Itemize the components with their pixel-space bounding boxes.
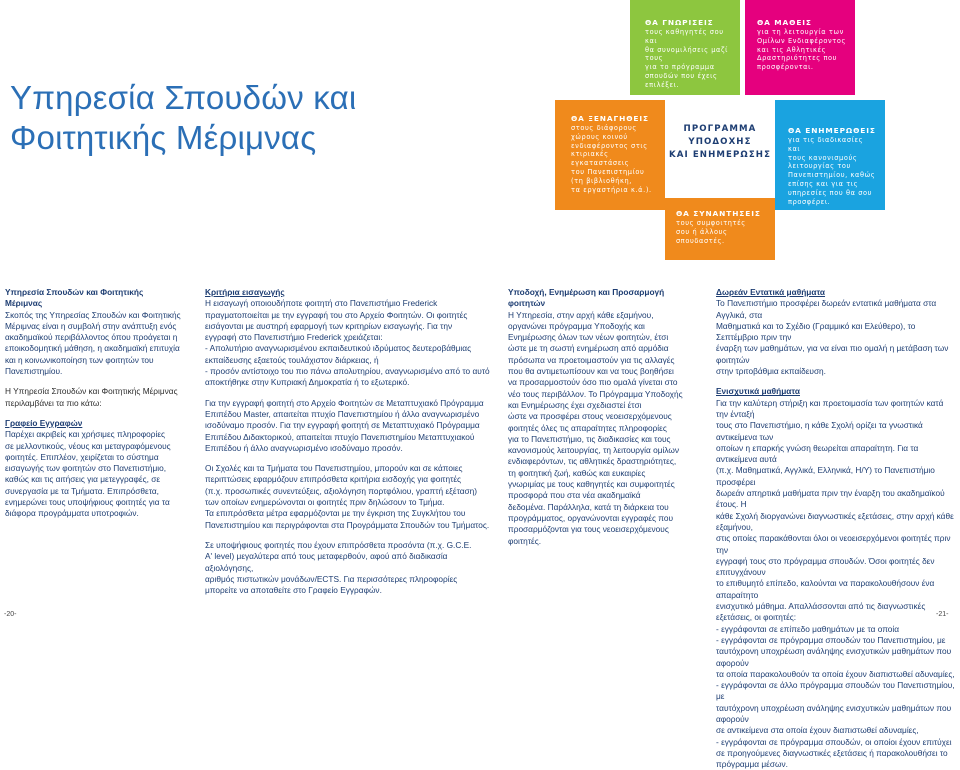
text-line: οργανώνει πρόγραμμα Υποδοχής και [508,320,645,331]
text-line: νέο τους περιβάλλον. Το Πρόγραμμα Υποδοχής [508,388,683,399]
text-line: για το Πανεπιστήμιο, τις διαδικασίες και τους [508,433,671,444]
text-line: αποκτήθηκε στην Κυπριακή Δημοκρατία ή το εξωτερικό. [205,377,410,388]
text-line: οποίων η επαρκής γνώση θεωρείται απαραίτητη. Για τα αντικείμενα αυτά [716,442,919,465]
text-line: Δραστηριότητες που [757,54,838,63]
text-line: φοιτητές όλες τις απαραίτητες πληροφορίες [508,422,667,433]
text-line: αριθμός πιστωτικών μονάδων/ECTS. Για περισσότερες πληροφορίες [205,573,458,584]
text-line: τα οποία παρακολουθούν τα οποία έχουν διαπιστωθεί αδυναμίες, [716,668,955,679]
text-line: υπηρεσίες που θα σου [788,188,873,197]
text-line: ακαδημαϊκού περιβάλλοντος όπου προάγεται η [5,332,178,343]
text-line: λειτουργίας του [788,162,851,171]
text-line: κτιριακές [571,150,609,159]
text-line: ενδιαφέροντος στις [571,141,648,150]
text-line: των οποίων ενημερώνονται οι φοιτητές πριν δηλώσουν το Τμήμα. [205,497,445,508]
text-line: - εγγράφονται σε πρόγραμμα σπουδών, οι οποίοι έχουν επιτύχει [716,736,952,747]
section-heading: Μέριμνας [5,298,43,309]
text-line: σε αντικείμενα στα οποία έχουν διαπιστωθεί αδυναμίες, [716,725,919,736]
text-line: Ομίλων Ενδιαφέροντος [757,36,846,45]
box-text [757,28,847,72]
text-line: (τη βιβλιοθήκη, [571,176,633,185]
text-line: εισάγονται με αυστηρή εφαρμογή των κριτηρίων εισαγωγής. Για την [205,320,453,331]
text-line: και τις Αθλητικές [757,45,827,54]
text-line: - εγγράφονται σε πρόγραμμα σπουδών του Πανεπιστημίου, με [716,634,946,645]
box-heading: ΘΑ ΞΕΝΑΓΗΘΕΙΣ [571,114,649,123]
text-line: Επιπέδου Master, απαιτείται πτυχίο Πανεπιστημίου ή άλλο αναγνωρισμένο [205,408,480,419]
text-line: - εγγράφονται σε επίπεδο μαθημάτων με τα οποία [716,623,900,634]
text-line: τους συμφοιτητές [676,219,746,227]
text-line: Οι Σχολές και τα Τμήματα του Πανεπιστημίου, μπορούν και σε κάποιες [205,463,463,474]
text-line: προγράμματος, οργανώνονται εγγραφές που [508,512,674,523]
page-number-right: -21- [936,611,949,618]
text-line: μπορείτε να αποταθείτε στο Γραφείο Εγγραφών. [205,585,382,596]
spacer [205,389,490,398]
text-line: κανονισμούς λειτουργίας, τη λειτουργία ομίλων [508,445,679,456]
text-line: για τη λειτουργία των [757,28,844,36]
text-line: ΠΡΟΓΡΑΜΜΑ [683,124,757,134]
box-text [676,219,767,245]
spacer [5,409,195,418]
text-line: Το Πανεπιστήμιο προσφέρει δωρεάν εντατικά μαθήματα στα Αγγλικά, στα [716,298,937,320]
box-heading: ΘΑ ΜΑΘΕΙΣ [757,18,812,27]
text-line: προσφορά που στα νέα ακαδημαϊκά [508,490,641,501]
text-line: Επιπέδου Διδακτορικού, απαιτείται πτυχίο Πανεπιστημίου Μεταπτυχιακού [205,431,475,442]
text-line: περιπτώσεις εφαρμόζουν επιπρόσθετα κριτήρια εισδοχής για φοιτητές [205,474,462,485]
column-student-services [5,287,195,520]
text-line: τους στο Πανεπιστήμιο, η κάθε Σχολή ορίζει τα γνωστικά αντικείμενα των [716,420,923,442]
text-line: εποικοδομητική μάθηση, η ακαδημαϊκή επιτυχία [5,343,180,354]
section-heading: Υπηρεσία Σπουδών και Φοιτητικής [5,287,144,297]
section-heading: Κριτήρια εισαγωγής [205,287,285,297]
text-line: Η Υπηρεσία, στην αρχή κάθε εξαμήνου, [508,309,654,320]
text-line: το επιθυμητό επίπεδο, καλούνται να παρακολουθήσουν ένα απαραίτητο [716,578,935,600]
text-line: προσφέρονται. [757,63,814,72]
text-line: Πανεπιστημίου. [5,366,63,377]
box-text [788,136,877,206]
box-heading: ΘΑ ΓΝΩΡΙΣΕΙΣ [645,18,714,27]
text-line: θα συνομιλήσεις μαζί τους [645,45,728,63]
text-line: που θα αντιμετωπίσουν και να τους βοηθήσει [508,366,674,377]
text-line: Μαθηματικά και το Σχέδιο (Γραμμικό και Ελεύθερο), το Σεπτέμβριο πριν την [716,320,916,343]
text-line: ώστε με τη σωστή ενημέρωση από αρμόδια [508,343,669,354]
spacer [205,531,490,540]
text-line: σε προηγούμενες διαγνωστικές εξετάσεις ή παρακολουθήσει το [716,747,948,758]
box-meet-students [665,198,775,260]
box-learn-clubs [745,0,855,95]
text-line: τους καθηγητές σου και [645,28,724,45]
text-line: εγγραφή τους στο πρόγραμμα σπουδών. Όσοι φοιτητές δεν επιτυγχάνουν [716,555,935,578]
text-line: ενημερώνει τους υποψήφιους φοιτητές για τα [5,497,170,508]
box-heading: ΘΑ ΣΥΝΑΝΤΗΣΕΙΣ [676,209,761,218]
text-line: Επιπέδου ή άλλο αναγνωρισμένο ισοδύναμο προσόν. [205,442,403,453]
spacer [205,454,490,463]
box-meet-professors [630,0,740,95]
text-line: και η κοινωνικοποίηση των φοιτητών του [5,354,154,365]
text-line: Ενημέρωσης όλων των νέων φοιτητών, έτσι [508,332,669,343]
section-heading: Γραφείο Εγγραφών [5,417,83,428]
text-line: συνεργασία με τα Τμήματα. Επιπρόσθετα, [5,485,159,496]
text-line: επιλέξει. [645,80,680,89]
box-text [571,124,657,194]
box-campus-tour [555,100,665,210]
spacer [716,377,956,386]
text-line: προσφέρει. [788,197,831,206]
column-orientation [508,287,703,547]
text-line: να προσαρμοστούν όσο πιο ομαλά γίνεται στο [508,377,678,388]
box-get-informed [775,100,885,210]
text-line: σπουδών που έχεις [645,71,718,80]
text-line: και Ενημέρωσης έχει σχεδιαστεί έτσι [508,399,642,410]
text-line: A' level) μεγαλύτερα από τους μεταφερθούν, αφού από διαδικασία αξιολόγησης, [205,551,448,573]
text-line: εξετάσεις, οι φοιτητές: [716,612,797,623]
box-heading: ΘΑ ΕΝΗΜΕΡΩΘΕΙΣ [788,126,876,135]
page-title: Υπηρεσία Σπουδών και Φοιτητικής Μέριμνας [10,79,357,156]
text-line: εισαγωγής των φοιτητών στο Πανεπιστήμιο, [5,463,167,474]
text-line: τους κανονισμούς [788,153,858,162]
column-admission-criteria [205,287,490,596]
column-courses [716,287,956,770]
text-line: Για την καλύτερη στήριξη και προετοιμασία των φοιτητών κατά την ένταξή [716,397,944,419]
text-line: για το πρόγραμμα [645,63,715,72]
text-line: (π.χ. προσωπικές συνεντεύξεις, αξιολόγηση πορτφόλιου, γραπτή εξέταση) [205,485,478,496]
text-line: σου ή άλλους [676,227,728,236]
section-heading: φοιτητών [508,298,546,309]
text-line: - Απολυτήριο αναγνωρισμένου εκπαιδευτικού ιδρύματος δευτεροβάθμιας [205,343,472,354]
text-line: Πανεπιστημίου, καθώς [788,171,876,180]
text-line: Η εισαγωγή οποιουδήποτε φοιτητή στο Πανεπιστήμιο Frederick [205,298,438,309]
text-line: εγγραφή στο Πανεπιστήμιο Frederick χρειάζεται: [205,332,383,343]
text-line: ταυτόχρονη υποχρέωση ανάληψης ενισχυτικών μαθημάτων που αφορούν [716,646,952,668]
text-line: Τα επιπρόσθετα μέτρα εφαρμόζονται με την έγκριση της Συγκλήτου του [205,508,466,519]
text-line: σπουδαστές. [676,236,725,245]
text-line: σε μελλοντικούς, νέους και μεταγραφόμενους [5,440,171,451]
text-line: ΥΠΟΔΟΧΗΣ [688,137,752,147]
text-line: έναρξη των μαθημάτων, για να είναι πιο ομαλή η μετάβαση των φοιτητών [716,343,949,365]
text-line: καθώς και τις αιτήσεις για μετεγγραφές, σε [5,474,161,485]
text-line: δωρεάν απηρτικά μαθήματα πριν την έναρξη του ακαδημαϊκού έτους. Η [716,488,945,510]
text-line: Η Υπηρεσία Σπουδών και Φοιτητικής Μέριμνας [5,386,178,397]
text-line: (π.χ. Μαθηματικά, Αγγλικά, Ελληνικά, Η/Υ) το Πανεπιστήμιο προσφέρει [716,465,935,487]
text-line: ενδιαφερόντων, τις αθλητικές δραστηριότητες, [508,456,677,467]
text-line: Σκοπός της Υπηρεσίας Σπουδών και Φοιτητικής [5,309,181,320]
text-line: πρόσωπα να προετοιμαστούν για τις αλλαγές [508,354,675,365]
text-line: διάφορα προγράμματα υποτροφιών. [5,508,139,519]
text-line: - προσόν αντίστοιχο του πιο πάνω απολυτηρίου, αναγνωρισμένο από το αυτό [205,366,490,377]
text-line: Πανεπιστημίου και περιγράφονται στα Προγράμματα Σπουδών του Τμήματος. [205,519,490,530]
text-line: τα εργαστήρια κ.ά.). [571,185,652,194]
spacer [5,377,195,386]
text-line: κάθε Σχολή διοργανώνει διαγνωστικές εξετάσεις, στην αρχή κάθε εξαμήνου, [716,510,954,532]
text-line: Σε υποψήφιους φοιτητές που έχουν επιπρόσθετα προσόντα (π.χ. G.C.E. [205,539,472,550]
text-line: Μέριμνας είναι η συμβολή στην ανάπτυξη ενός [5,320,177,331]
text-line: - εγγράφονται σε άλλο πρόγραμμα σπουδών του Πανεπιστημίου, με [716,680,955,702]
text-line: ώστε να προσφέρει στους νεοεισερχόμενους [508,411,672,422]
text-line: τη φοιτητική ζωή, καθώς και ευκαιρίες [508,467,646,478]
text-line: εγκαταστάσεις [571,159,630,168]
text-line: στις οποίες παρακάθονται όλοι οι νεοεισερχόμενοι φοιτητές πριν την [716,533,951,555]
text-line: χώρους κοινού [571,132,628,141]
text-line: ΚΑΙ ΕΝΗΜΕΡΩΣΗΣ [668,150,772,160]
section-heading: Ενισχυτικά μαθήματα [716,386,800,397]
text-line: στην τριτοβάθμια εκπαίδευση. [716,366,826,377]
text-line: εκπαίδευσης εξαετούς τουλάχιστον διάρκειας, ή [205,354,379,365]
text-line: φοιτητές. Επιπλέον, χειρίζεται το σύστημα [5,451,159,462]
text-line: στους διάφορους [571,124,637,132]
text-line: περιλαμβάνει τα πιο κάτω: [5,397,102,408]
text-line: πραγματοποιείται με την εγγραφή του στο Αρχείο Φοιτητών. Οι φοιτητές [205,309,468,320]
text-line: Για την εγγραφή φοιτητή στο Αρχείο Φοιτητών σε Μεταπτυχιακό Πρόγραμμα [205,397,484,408]
text-line: προσαρμόζονται για τους νεοεισερχόμενους φοιτητές. [508,524,669,546]
text-line: του Πανεπιστημίου [571,167,645,176]
text-line: επίσης και για τις [788,179,859,188]
text-line: ενισχυτικό μάθημα. Απαλλάσσονται από τις διαγνωστικές [716,601,926,612]
text-line: ταυτόχρονη υποχρέωση ανάληψης ενισχυτικών μαθημάτων που αφορούν [716,702,952,724]
program-center-title [665,100,775,198]
text-line: γνωριμίας με τους καθηγητές και συμφοιτητές [508,479,675,490]
box-text [645,28,732,90]
page-number-left: -20- [4,611,17,618]
section-heading: Υποδοχή, Ενημέρωση και Προσαρμογή [508,287,665,297]
text-line: δεδομένα. Παράλληλα, κατά τη διάρκεια του [508,501,669,512]
text-line: για τις διαδικασίες και [788,136,864,153]
text-line: πρόγραμμα μέσων. [716,759,788,770]
text-line: Παρέχει ακριβείς και χρήσιμες πληροφορίες [5,429,166,440]
section-heading: Δωρεάν Εντατικά μαθήματα [716,287,826,297]
text-line: ισοδύναμο προσόν. Για την εγγραφή φοιτητή σε Μεταπτυχιακό Πρόγραμμα [205,420,480,431]
